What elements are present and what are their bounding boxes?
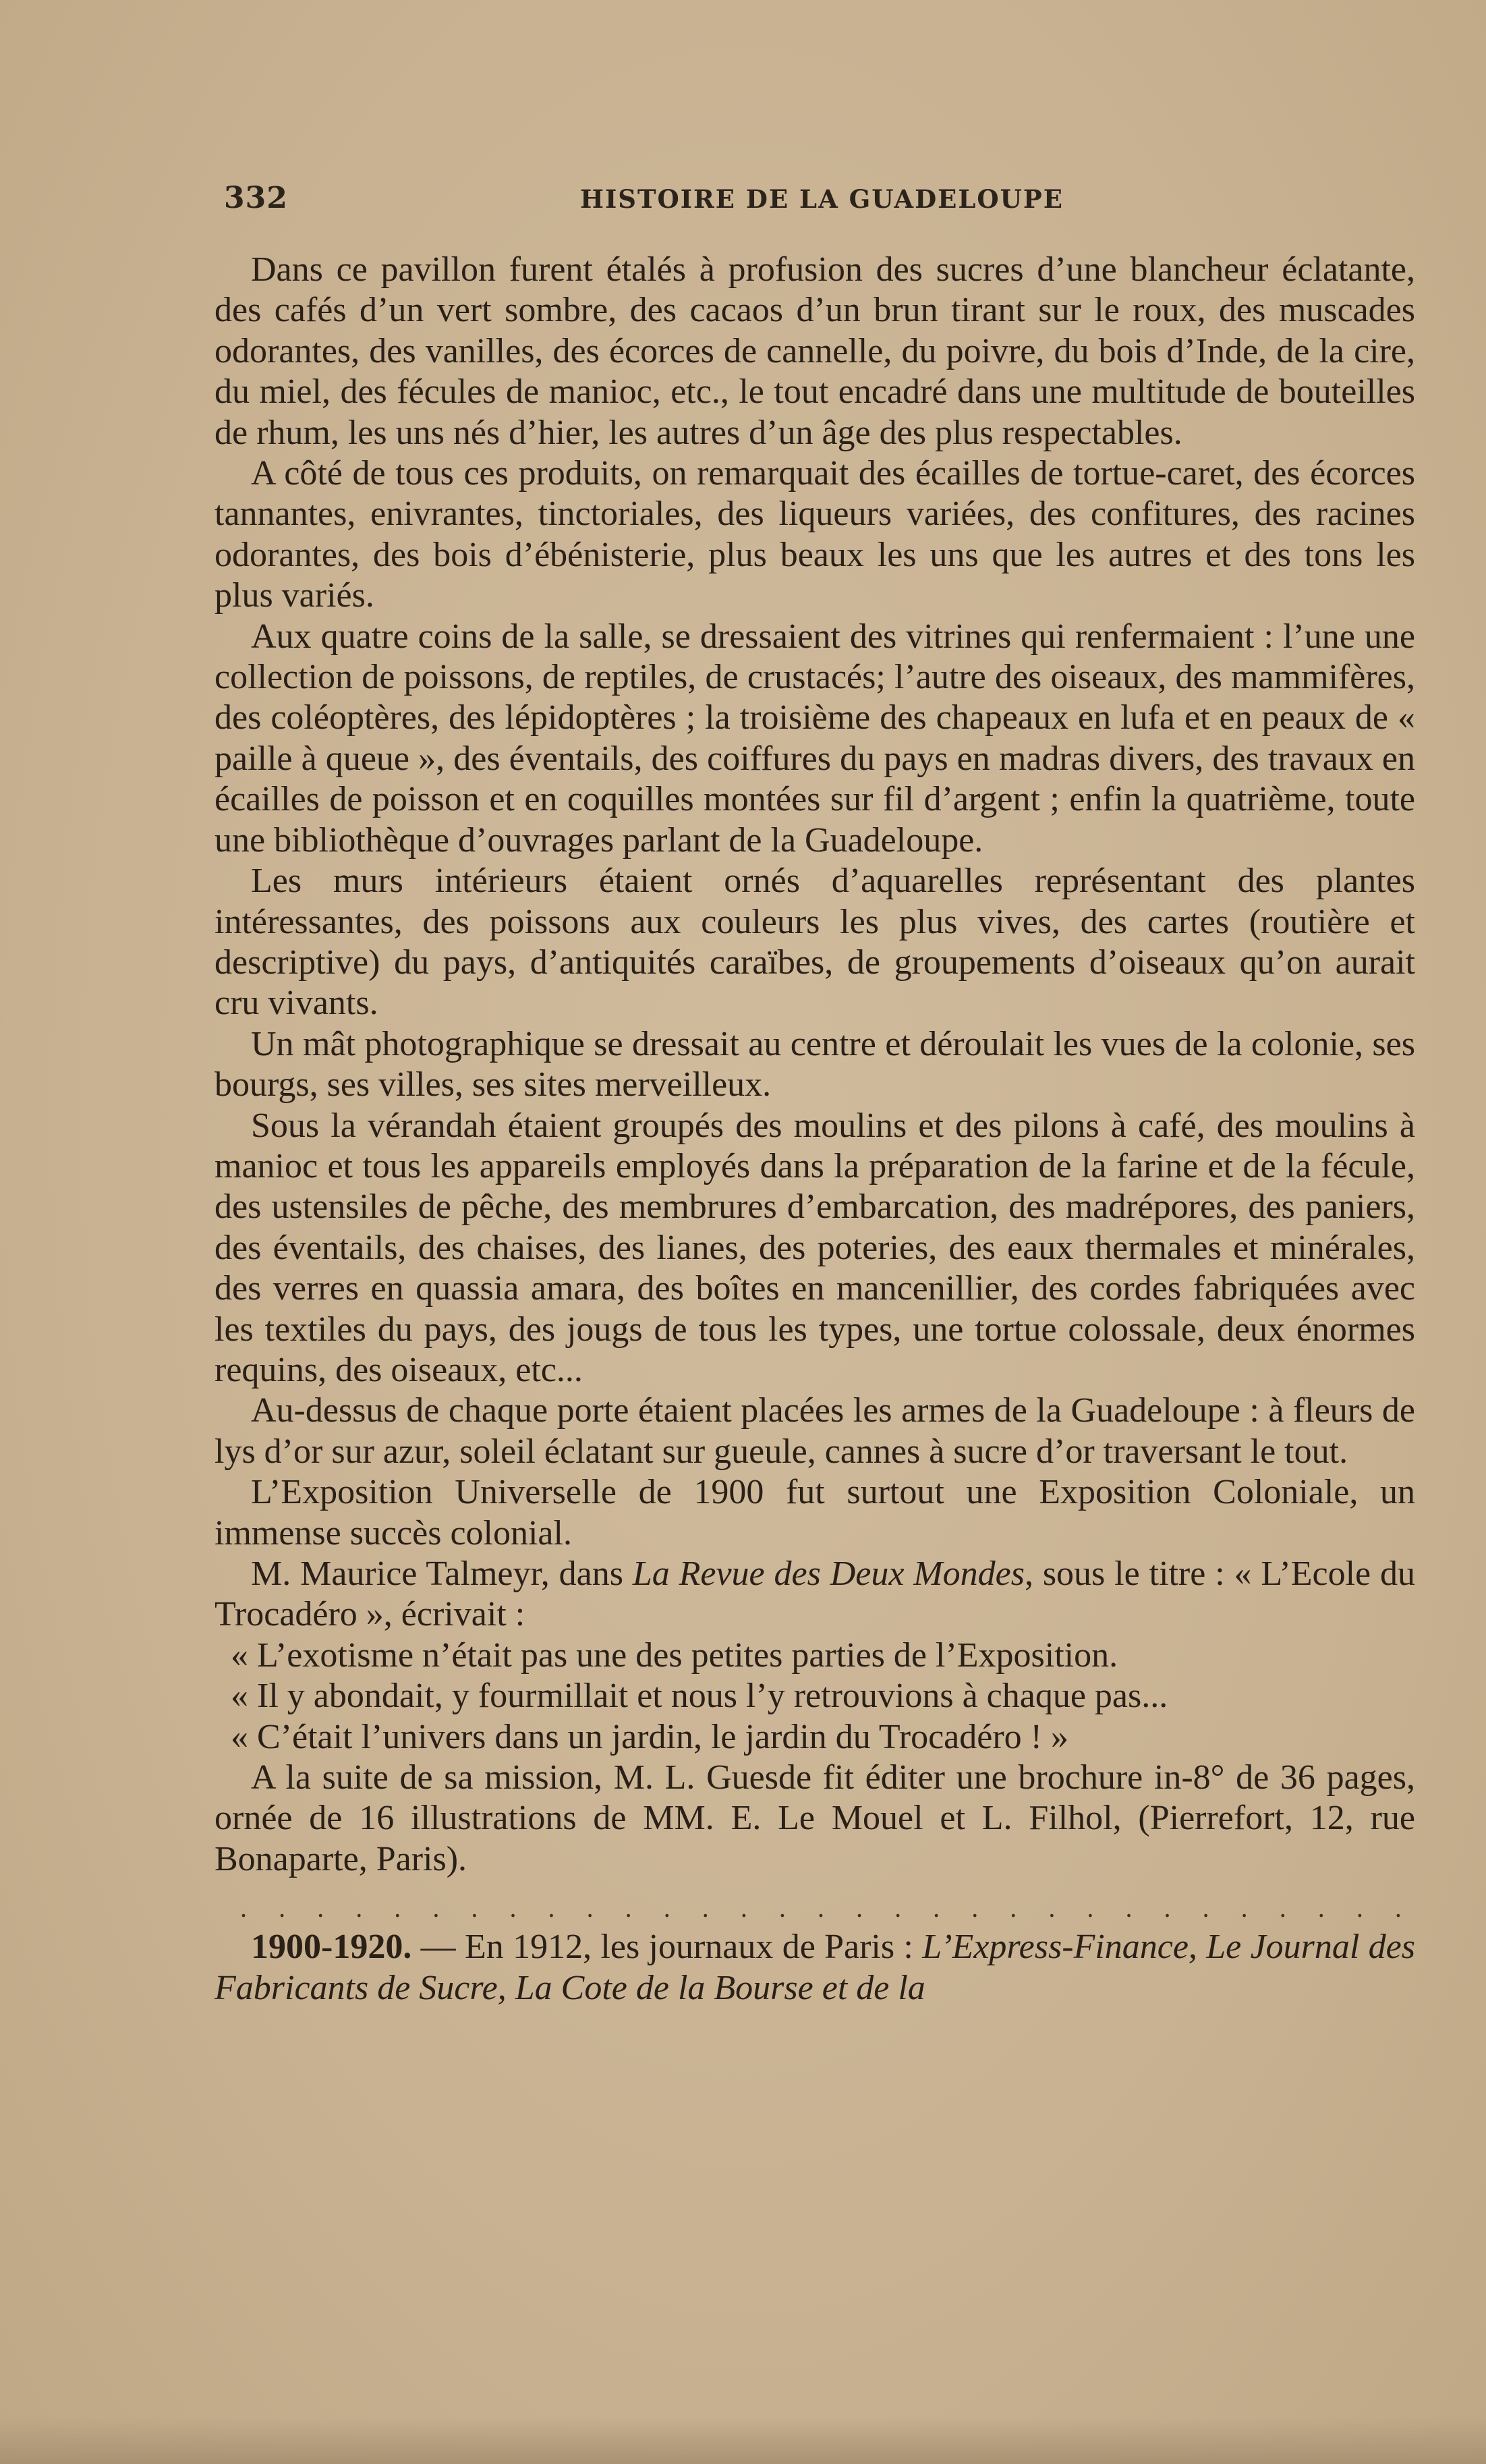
paragraph: Dans ce pavillon furent étalés à profusion des sucres d’une blancheur éclatante, des cafés d’un vert sombre, des cacaos d’un brun tirant sur le roux, des muscades odorantes, des vanilles, des écorces de cannelle, du poivre, du bois d’Inde, de la cire, du miel, des fécules de manioc, etc., le tout encadré dans une multitude de bouteilles de rhum, les uns nés d’hier, les autres d’un âge des plus respectables. bbox=[215, 250, 1415, 452]
journal-title: La Revue des Deux Mondes bbox=[632, 1555, 1025, 1593]
mission-paragraph: A la suite de sa mission, M. L. Guesde fit éditer une brochure in-8° de 36 pages, ornée de 16 illustrations de MM. E. Le Mouel et L. Filhol, (Pierrefort, 12, rue Bonaparte, Paris). bbox=[215, 1758, 1415, 1878]
paragraph: Au-dessus de chaque porte étaient placées les armes de la Guadeloupe : à fleurs de lys d’or sur azur, soleil éclatant sur gueule, cannes à sucre d’or traversant le tout. bbox=[215, 1391, 1415, 1471]
quote-line: « C’était l’univers dans un jardin, le jardin du Trocadéro ! » bbox=[231, 1717, 1068, 1756]
running-title: HISTOIRE DE LA GUADELOUPE bbox=[580, 184, 1064, 214]
talmeyr-text-after: , sous le titre : « L’Ecole du Trocadéro », écrivait : bbox=[215, 1555, 1415, 1634]
page-number: 332 bbox=[224, 181, 288, 215]
dotted-separator: . . . . . . . . . . . . . . . . . . . . . . . . . . . . . . . bbox=[240, 1893, 1402, 1924]
final-text: — En 1912, les journaux de Paris : bbox=[411, 1928, 923, 1967]
date-range: 1900-1920. bbox=[251, 1928, 412, 1967]
paragraph: Les murs intérieurs étaient ornés d’aquarelles représentant des plantes intéressantes, des poissons aux couleurs les plus vives, des cartes (routière et descriptive) du pays, d’antiquités caraïbes, de groupements d’oiseaux qu’on aurait cru vivants. bbox=[215, 862, 1415, 1023]
paragraph: A côté de tous ces produits, on remarquait des écailles de tortue-caret, des écorces tannantes, enivrantes, tinctoriales, des liqueurs variées, des confitures, des racines odorantes, des bois d’ébénisterie, plus beaux les uns que les autres et des tons les plus variés. bbox=[215, 454, 1415, 615]
page-header bbox=[216, 181, 1396, 221]
paragraph: L’Exposition Universelle de 1900 fut surtout une Exposition Coloniale, un immense succès colonial. bbox=[215, 1473, 1415, 1552]
quote-line: « Il y abondait, y fourmillait et nous l’y retrouvions à chaque pas... bbox=[231, 1677, 1168, 1716]
talmeyr-text-before: M. Maurice Talmeyr, dans bbox=[251, 1555, 633, 1593]
paragraph: Un mât photographique se dressait au centre et déroulait les vues de la colonie, ses bourgs, ses villes, ses sites merveilleux. bbox=[215, 1024, 1415, 1104]
final-paragraph bbox=[215, 1927, 1415, 2009]
talmeyr-paragraph bbox=[215, 1554, 1415, 1635]
body-text bbox=[215, 250, 1415, 2009]
page-bottom-edge bbox=[0, 2417, 1486, 2464]
paragraph: Aux quatre coins de la salle, se dressaient des vitrines qui renfermaient : l’une une collection de poissons, de reptiles, de crustacés; l’autre des oiseaux, des mammifères, des coléoptères, des lépidoptères ; la troisième des chapeaux en lufa et en peaux de « paille à queue », des éventails, des coiffures du pays en madras divers, des travaux en écailles de poisson et en coquilles montées sur fil d’argent ; enfin la quatrième, toute une bibliothèque d’ouvrages parlant de la Guadeloupe. bbox=[215, 617, 1415, 860]
quote-line: « L’exotisme n’était pas une des petites parties de l’Exposition. bbox=[231, 1635, 1118, 1675]
paragraph: Sous la vérandah étaient groupés des moulins et des pilons à café, des moulins à manioc et tous les appareils employés dans la préparation de la farine et de la fécule, des ustensiles de pêche, des membrures d’embarcation, des madrépores, des paniers, des éventails, des chaises, des lianes, des poteries, des eaux thermales et minérales, des verres en quassia amara, des boîtes en mancenillier, des cordes fabriquées avec les textiles du pays, des jougs de tous les types, une tortue colossale, deux énormes requins, des oiseaux, etc... bbox=[215, 1106, 1415, 1389]
journals-list: L’Express-Finance, Le Journal des Fabricants de Sucre, La Cote de la Bourse et de la bbox=[215, 1928, 1415, 2007]
